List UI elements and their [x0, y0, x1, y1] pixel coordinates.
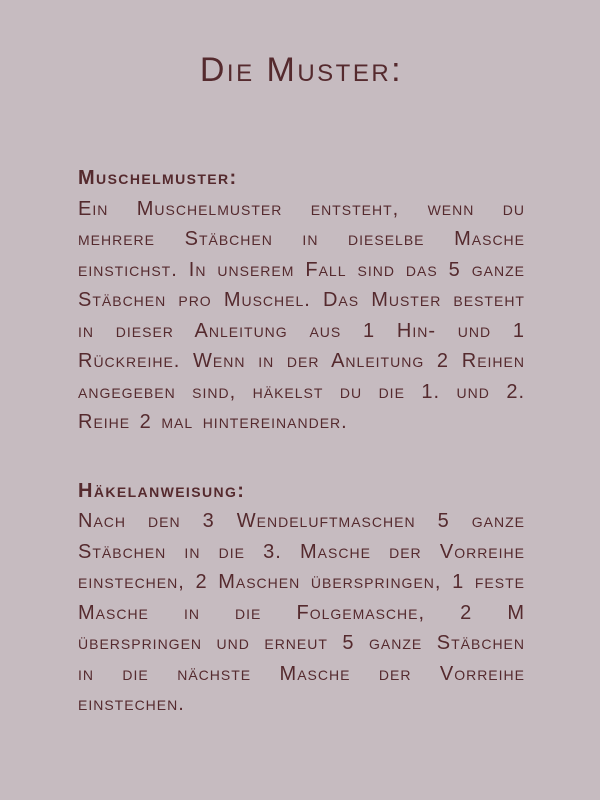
section-muschelmuster [78, 163, 525, 438]
page-title: Die Muster: [199, 51, 404, 89]
section-body-haekelanweisung: Nach den 3 Wendeluftmaschen 5 ganze Stäbchen in die 3. Masche der Vorreihe einstechen, 2 Maschen überspringen, 1 feste Masche in die Folgemasche, 2 M überspringen und erneut 5 ganze Stäbchen in die nächste Masche der Vorreihe einstechen. [78, 510, 525, 715]
section-body-muschelmuster: Ein Muschelmuster entsteht, wenn du mehrere Stäbchen in dieselbe Masche einstichst. In unserem Fall sind das 5 ganze Stäbchen pro Muschel. Das Muster besteht in dieser Anleitung aus 1 Hin- und 1 Rückreihe. Wenn in der Anleitung 2 Reihen angegeben sind, häkelst du die 1. und 2. Reihe 2 mal hintereinander. [78, 197, 525, 433]
section-haekelanweisung [78, 476, 525, 720]
section-heading-haekelanweisung: Häkelanweisung: [78, 479, 246, 502]
section-heading-muschelmuster: Muschelmuster: [78, 167, 238, 189]
